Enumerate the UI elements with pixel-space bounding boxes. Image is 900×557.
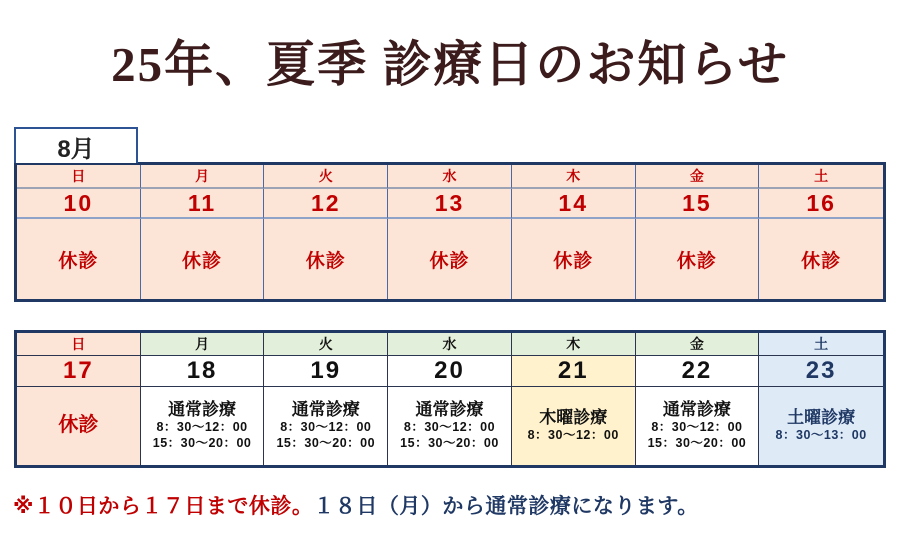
week2-date-22: 22 <box>636 356 760 387</box>
week2-slot-wed-time1: 8：30～12：00 <box>403 420 496 434</box>
week2-slot-fri-time2: 15：30～20：00 <box>647 435 747 450</box>
footer-note <box>13 490 887 520</box>
week1-status-tue: 休診 <box>264 219 388 299</box>
week2-day-wed: 水 <box>388 333 512 356</box>
week1-status-wed: 休診 <box>388 219 512 299</box>
week1-day-wed: 水 <box>388 165 512 189</box>
week1-status-fri: 休診 <box>636 219 760 299</box>
week2-slot-sun-title: 休診 <box>58 413 99 436</box>
week1-date-13: 13 <box>388 189 512 219</box>
week1-day-sat: 土 <box>759 165 883 189</box>
week2-date-18: 18 <box>141 356 265 387</box>
week2-date-21: 21 <box>512 356 636 387</box>
week2-day-mon: 月 <box>141 333 265 356</box>
week1-date-10: 10 <box>17 189 141 219</box>
footer-note-closed-part: ※１０日から１７日まで休診。 <box>13 495 314 518</box>
week1-status-sun: 休診 <box>17 219 141 299</box>
week2-date-17: 17 <box>17 356 141 387</box>
week2-slot-sat-title: 土曜診療 <box>787 407 856 427</box>
page-title: 25年、夏季 診療日のお知らせ <box>111 37 789 92</box>
calendar-week1 <box>14 162 886 302</box>
week2-day-thu: 木 <box>512 333 636 356</box>
week2-slot-mon <box>141 387 265 465</box>
week2-slot-mon-time1: 8：30～12：00 <box>156 420 248 434</box>
week2-slot-tue-time1: 8：30～12：00 <box>280 420 372 434</box>
tab-august-label: 8月 <box>57 135 95 163</box>
week2-date-23: 23 <box>759 356 883 387</box>
week1-status-thu: 休診 <box>512 219 636 299</box>
week2-slot-thu-time1: 8：30～12：00 <box>527 427 619 442</box>
week2-slot-wed <box>388 387 512 465</box>
calendar-week2 <box>14 330 886 468</box>
week1-day-sun: 日 <box>17 165 141 189</box>
week2-slot-sun <box>17 387 141 465</box>
week2-slot-sat <box>759 387 883 465</box>
footer-note-resume-part: １８日（月）から通常診療になります。 <box>313 495 699 518</box>
week1-date-12: 12 <box>264 189 388 219</box>
week1-status-sat: 休診 <box>759 219 883 299</box>
week1-day-tue: 火 <box>264 165 388 189</box>
week2-slot-thu-title: 木曜診療 <box>539 407 608 427</box>
week2-slot-fri-time1: 8：30～12：00 <box>651 420 743 434</box>
week2-slot-tue-time2: 15：30～20：00 <box>276 435 376 450</box>
week1-day-mon: 月 <box>141 165 265 189</box>
week1-date-16: 16 <box>759 189 883 219</box>
week1-day-thu: 木 <box>512 165 636 189</box>
week2-date-19: 19 <box>264 356 388 387</box>
week2-day-tue: 火 <box>264 333 388 356</box>
week2-slot-wed-time2: 15：30～20：00 <box>400 435 499 450</box>
week1-day-fri: 金 <box>636 165 760 189</box>
week1-date-11: 11 <box>141 189 265 219</box>
week1-date-15: 15 <box>636 189 760 219</box>
week2-date-20: 20 <box>388 356 512 387</box>
tab-august[interactable] <box>14 127 138 163</box>
week2-slot-mon-time2: 15：30～20：00 <box>152 435 252 450</box>
week2-slot-sat-time1: 8：30～13：00 <box>775 427 867 442</box>
week2-day-sun: 日 <box>17 333 141 356</box>
week1-date-14: 14 <box>512 189 636 219</box>
week2-day-sat: 土 <box>759 333 883 356</box>
week2-slot-fri-title: 通常診療 <box>662 399 731 419</box>
week2-slot-wed-title: 通常診療 <box>415 399 484 419</box>
week2-slot-fri <box>636 387 760 465</box>
week2-slot-tue <box>264 387 388 465</box>
week2-slot-thu <box>512 387 636 465</box>
week2-day-fri: 金 <box>636 333 760 356</box>
week2-slot-tue-title: 通常診療 <box>291 399 360 419</box>
week2-slot-mon-title: 通常診療 <box>168 399 237 419</box>
week1-status-mon: 休診 <box>141 219 265 299</box>
